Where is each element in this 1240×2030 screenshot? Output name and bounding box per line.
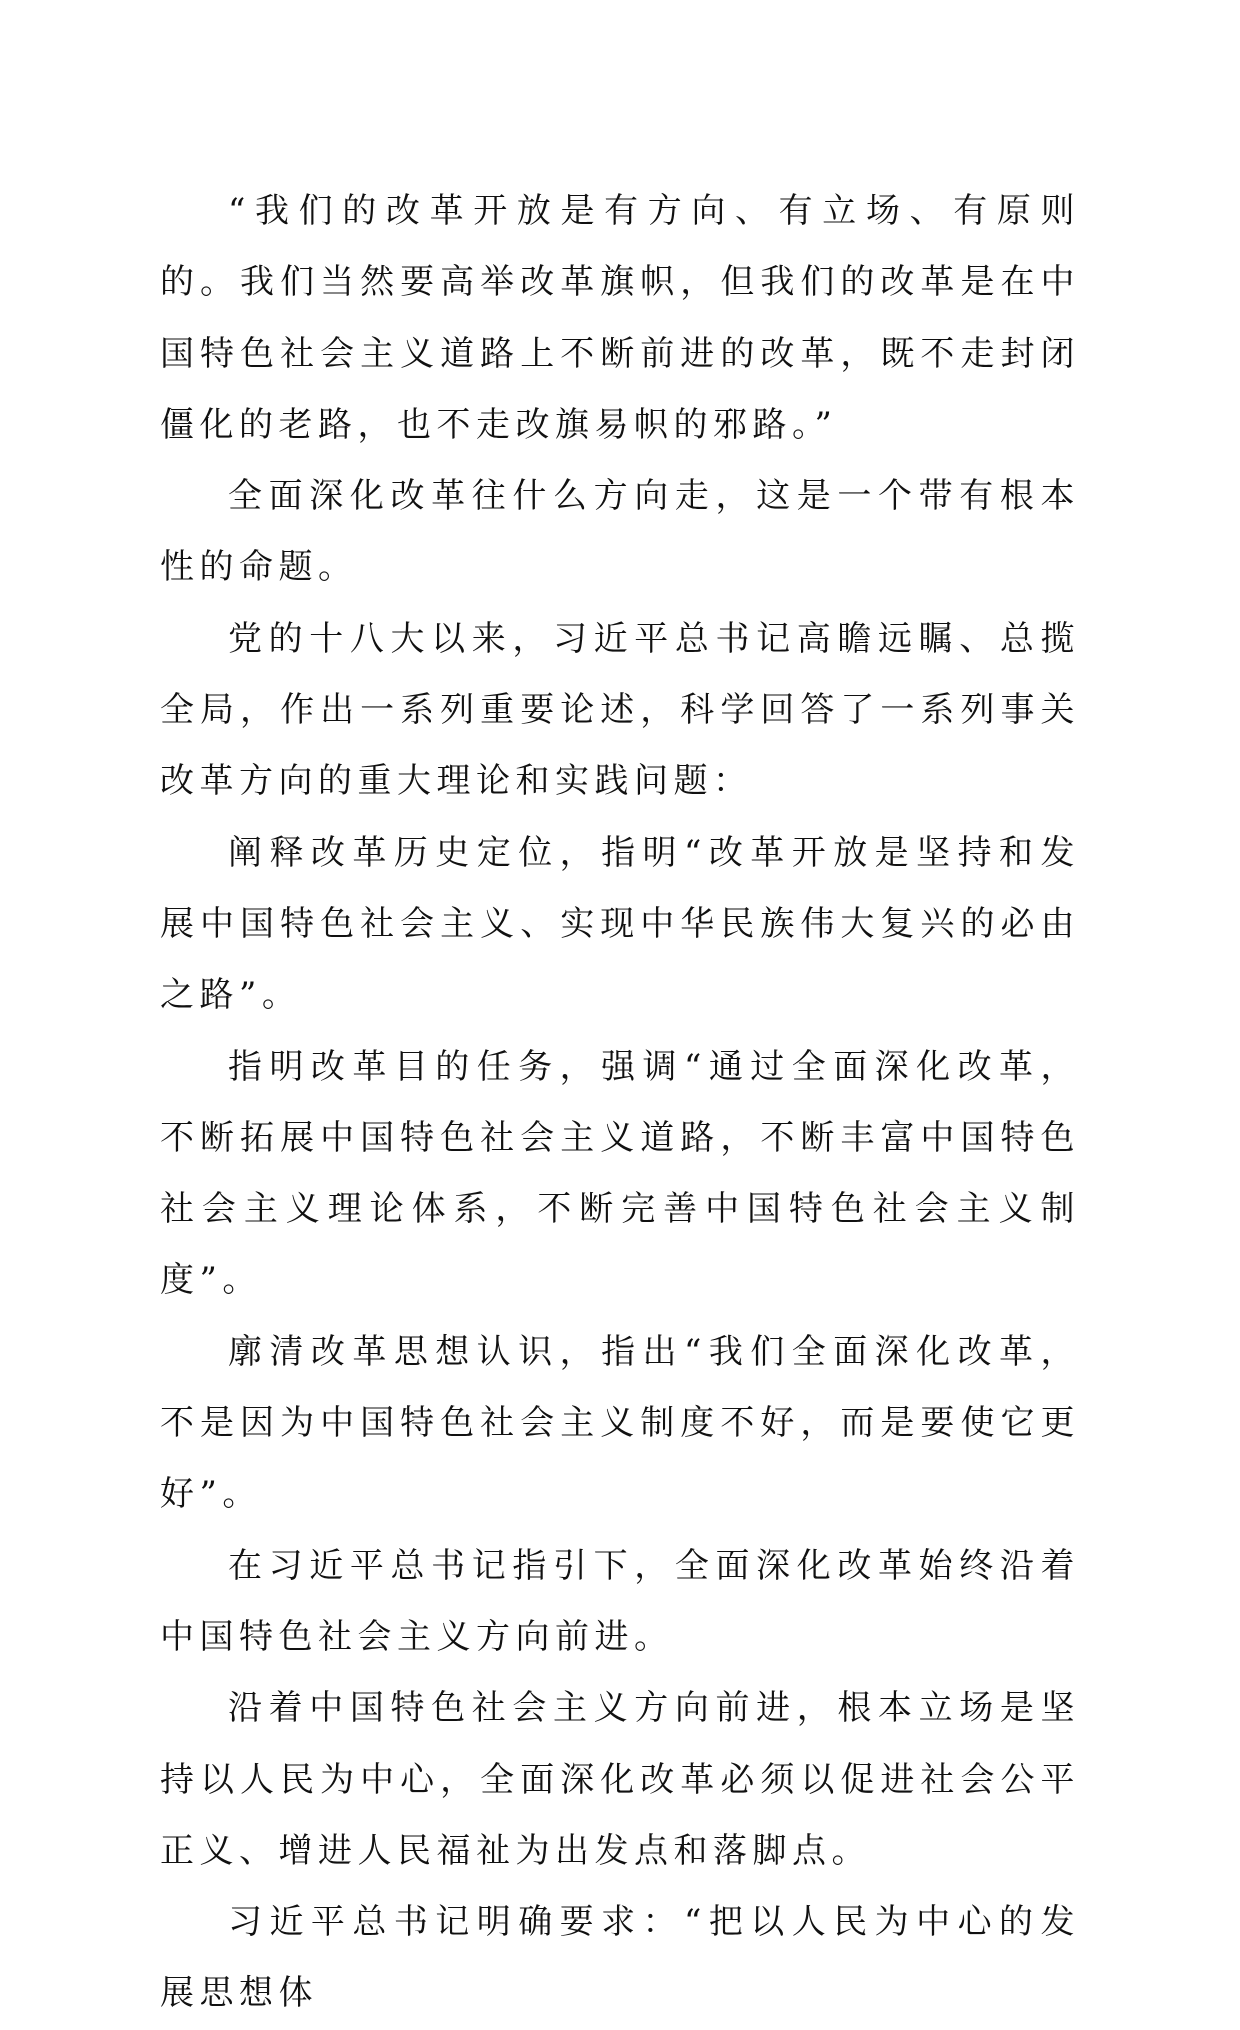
paragraph: 阐释改革历史定位，指明“改革开放是坚持和发展中国特色社会主义、实现中华民族伟大复兴的必由之路”。: [160, 832, 1080, 1016]
paragraph: 廓清改革思想认识，指出“我们全面深化改革，不是因为中国特色社会主义制度不好，而是要使它更好”。: [160, 1331, 1080, 1515]
paragraph: 习近平总书记明确要求：“把以人民为中心的发展思想体: [160, 1902, 1080, 2014]
document-body: [160, 176, 1080, 2030]
paragraph: 指明改革目的任务，强调“通过全面深化改革，不断拓展中国特色社会主义道路，不断丰富中国特色社会主义理论体系，不断完善中国特色社会主义制度”。: [160, 1046, 1080, 1301]
paragraph: 沿着中国特色社会主义方向前进，根本立场是坚持以人民为中心，全面深化改革必须以促进社会公平正义、增进人民福祉为出发点和落脚点。: [160, 1688, 1080, 1871]
paragraph: “我们的改革开放是有方向、有立场、有原则的。我们当然要高举改革旗帜，但我们的改革是在中国特色社会主义道路上不断前进的改革，既不走封闭僵化的老路，也不走改旗易帜的邪路。”: [160, 191, 1080, 445]
paragraph: 在习近平总书记指引下，全面深化改革始终沿着中国特色社会主义方向前进。: [160, 1545, 1080, 1657]
paragraph: 党的十八大以来，习近平总书记高瞻远瞩、总揽全局，作出一系列重要论述，科学回答了一系列事关改革方向的重大理论和实践问题：: [160, 618, 1080, 802]
paragraph: 全面深化改革往什么方向走，这是一个带有根本性的命题。: [160, 476, 1080, 588]
